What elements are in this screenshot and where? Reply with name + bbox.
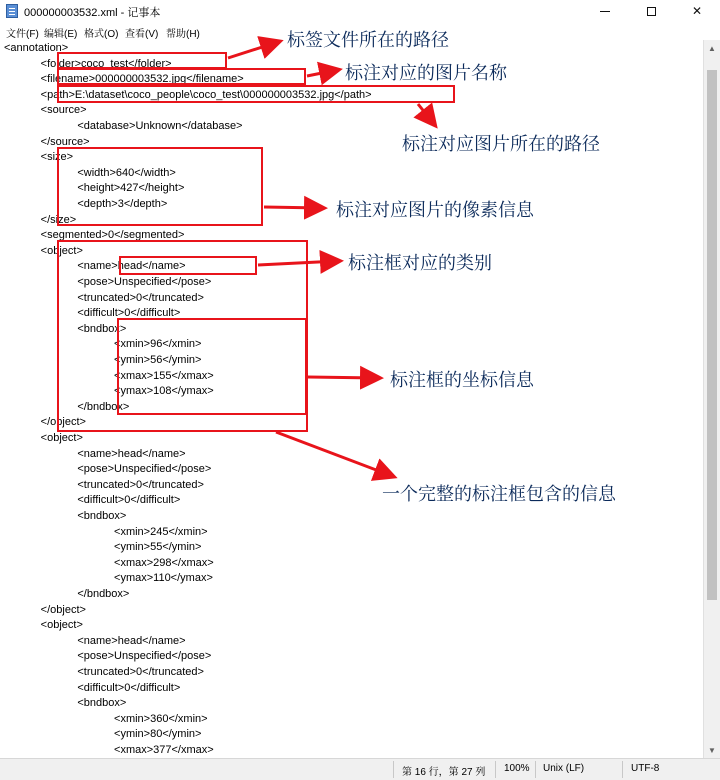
size-note: 标注对应图片的像素信息: [336, 200, 534, 221]
status-divider: [495, 761, 496, 778]
menu-edit[interactable]: 编辑(E): [44, 29, 78, 40]
cursor-position: 第 16 行，第 27 列: [402, 767, 486, 778]
editor-line: <name>head</name>: [4, 447, 186, 460]
editor-line: <pose>Unspecified</pose>: [4, 276, 212, 288]
editor-line: <segmented>0</segmented>: [4, 229, 185, 242]
editor-line: </source>: [4, 135, 90, 148]
editor-line: <width>640</width>: [4, 166, 176, 179]
editor-line: </size>: [4, 213, 77, 226]
editor-line: <xmin>360</xmin>: [4, 712, 208, 725]
editor-line: <difficult>0</difficult>: [4, 494, 181, 507]
editor-line: <path>E:\dataset\coco_people\coco_test\000000003532.jpg</path>: [4, 88, 372, 101]
editor-line: <source>: [4, 104, 87, 117]
status-divider: [393, 761, 394, 778]
editor-line: </object>: [4, 603, 86, 616]
editor-line: <xmin>245</xmin>: [4, 525, 208, 538]
status-divider: [535, 761, 536, 778]
status-bar: [0, 758, 720, 780]
filename-note: 标注对应的图片名称: [345, 63, 507, 84]
editor-line: <difficult>0</difficult>: [4, 307, 181, 320]
editor-line: <database>Unknown</database>: [4, 120, 243, 132]
editor-line: <xmax>298</xmax>: [4, 556, 214, 569]
notepad-icon: [6, 4, 18, 18]
folder-note: 标签文件所在的路径: [287, 30, 449, 51]
editor-line: <xmax>377</xmax>: [4, 744, 214, 756]
editor-line: <truncated>0</truncated>: [4, 666, 204, 678]
editor-line: <object>: [4, 619, 83, 632]
editor-line: <filename>000000003532.jpg</filename>: [4, 73, 244, 86]
editor-line: <ymin>55</ymin>: [4, 541, 202, 554]
status-divider: [622, 761, 623, 778]
editor-line: </object>: [4, 416, 86, 429]
text-editor[interactable]: [0, 40, 703, 758]
editor-line: <difficult>0</difficult>: [4, 681, 181, 694]
path-note: 标注对应图片所在的路径: [402, 134, 600, 155]
editor-line: <bndbox>: [4, 697, 127, 710]
editor-line: <ymin>56</ymin>: [4, 354, 202, 366]
title-bar: [0, 0, 720, 23]
menu-help[interactable]: 帮助(H): [166, 29, 200, 40]
editor-line: <truncated>0</truncated>: [4, 291, 204, 304]
menu-view[interactable]: 查看(V): [125, 29, 159, 40]
editor-line: <truncated>0</truncated>: [4, 478, 204, 491]
editor-line: <pose>Unspecified</pose>: [4, 463, 212, 476]
minimize-icon: [600, 11, 610, 12]
editor-line: <xmax>155</xmax>: [4, 369, 214, 382]
maximize-icon: [647, 7, 656, 16]
editor-line: <size>: [4, 151, 74, 164]
object-note: 一个完整的标注框包含的信息: [382, 484, 616, 505]
name-note: 标注框对应的类别: [348, 253, 492, 274]
editor-line: <object>: [4, 432, 83, 444]
editor-line: <xmin>96</xmin>: [4, 338, 202, 351]
editor-line: <pose>Unspecified</pose>: [4, 650, 212, 663]
zoom-level: 100%: [504, 763, 530, 774]
editor-line: <ymin>80</ymin>: [4, 728, 202, 741]
editor-line: </bndbox>: [4, 400, 130, 413]
maximize-button[interactable]: [628, 0, 674, 22]
close-icon: ✕: [691, 4, 703, 18]
menu-file[interactable]: 文件(F): [6, 29, 39, 40]
editor-line: <ymax>110</ymax>: [4, 572, 213, 585]
editor-line: <object>: [4, 244, 83, 257]
minimize-button[interactable]: [582, 0, 628, 22]
scrollbar-thumb[interactable]: [707, 70, 717, 600]
scroll-up-arrow-icon[interactable]: ▲: [708, 43, 716, 53]
editor-line: <ymax>108</ymax>: [4, 385, 214, 398]
encoding: UTF-8: [631, 763, 660, 774]
editor-line: <folder>coco_test</folder>: [4, 57, 172, 70]
window-title: 000000003532.xml - 记事本: [24, 7, 161, 19]
editor-line: </bndbox>: [4, 588, 130, 600]
editor-line: <annotation>: [4, 42, 69, 54]
editor-line: <name>head</name>: [4, 260, 186, 273]
scroll-down-arrow-icon[interactable]: ▼: [708, 745, 716, 755]
menu-format[interactable]: 格式(O): [84, 29, 119, 40]
vertical-scrollbar[interactable]: [703, 40, 720, 758]
close-button[interactable]: [674, 0, 720, 22]
editor-line: <height>427</height>: [4, 182, 185, 195]
bndbox-note: 标注框的坐标信息: [390, 370, 534, 391]
line-ending: Unix (LF): [543, 763, 585, 774]
editor-line: <depth>3</depth>: [4, 198, 168, 210]
menu-bar: [0, 22, 720, 40]
editor-line: <name>head</name>: [4, 634, 186, 647]
editor-line: <bndbox>: [4, 510, 127, 522]
editor-line: <bndbox>: [4, 322, 127, 335]
